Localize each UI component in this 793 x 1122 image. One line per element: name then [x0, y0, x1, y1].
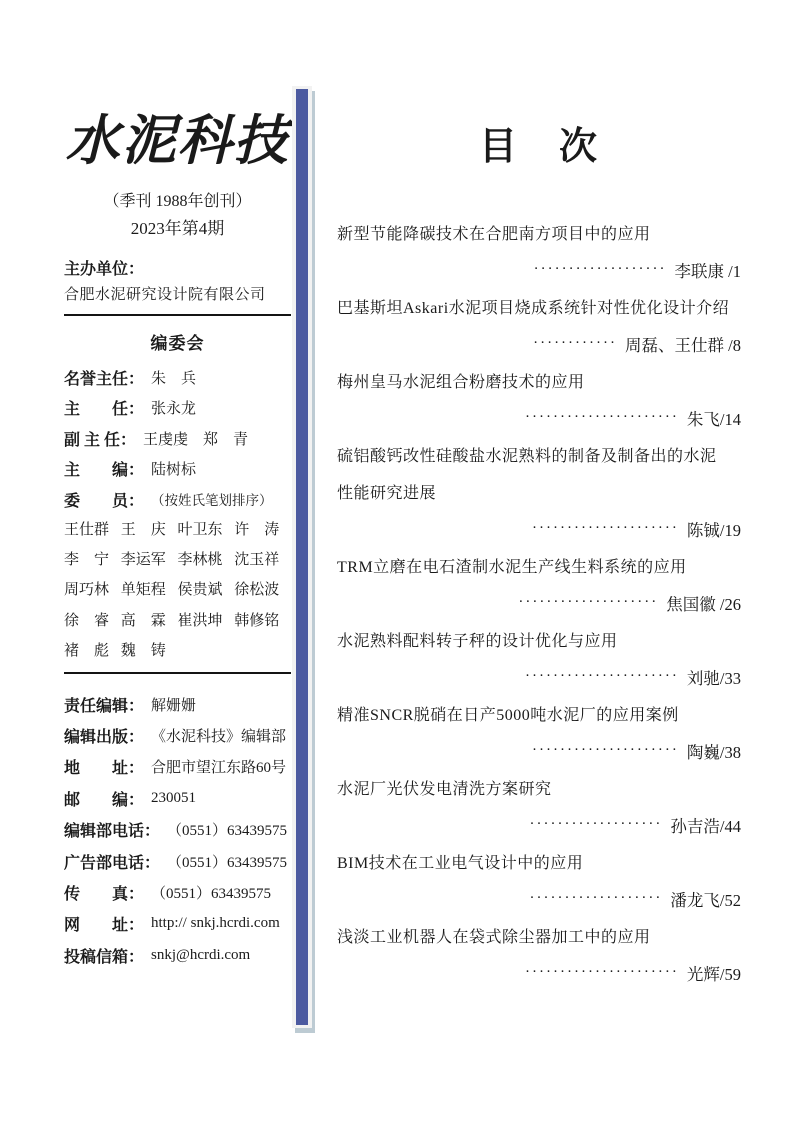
publication-info — [64, 688, 291, 971]
dot-leader: ······················ — [525, 964, 679, 980]
toc-entry-byline — [337, 584, 741, 621]
dot-leader: ······················ — [525, 409, 679, 425]
dot-leader: ··················· — [533, 261, 667, 277]
info-value: 《水泥科技》编辑部 — [151, 729, 287, 746]
author-page: 周磊、王仕群 /8 — [625, 335, 741, 355]
publication-info-row — [64, 751, 291, 782]
committee-members — [64, 515, 291, 667]
board-role-row — [64, 423, 291, 454]
author-page: 光辉/59 — [686, 964, 741, 984]
info-label: 广告部电话： — [64, 854, 161, 872]
author-page: 潘龙飞/52 — [670, 890, 741, 910]
role-label: 主 任： — [64, 401, 145, 419]
toc-entry — [337, 547, 741, 621]
role-value: 王虔虔 郑 青 — [143, 431, 249, 448]
accent-bar — [292, 86, 312, 1028]
toc-panel — [337, 120, 741, 991]
toc-entry-byline — [337, 399, 741, 436]
author-page: 李联康 /1 — [674, 261, 741, 281]
role-label: 副 主 任： — [64, 431, 137, 449]
info-label: 网 址： — [64, 917, 145, 935]
journal-issue: 2023年第4期 — [130, 219, 225, 238]
member-name: 王 庆 — [120, 521, 166, 538]
organizer-name: 合肥水泥研究设计院有限公司 — [64, 287, 266, 303]
member-name: 徐松波 — [234, 582, 280, 599]
board-role-row — [64, 393, 291, 424]
toc-entry — [337, 214, 741, 288]
divider-line-bottom — [64, 672, 291, 674]
journal-subtitle: （季刊 1988年创刊） — [103, 193, 252, 210]
info-label: 传 真： — [64, 885, 145, 903]
member-name: 崔洪坤 — [177, 612, 223, 629]
role-value: 张永龙 — [151, 401, 197, 418]
info-value: （0551）63439575 — [167, 854, 288, 871]
toc-entry-byline — [337, 732, 741, 769]
author-page: 刘驰/33 — [686, 668, 741, 688]
publication-info-row — [64, 688, 291, 719]
role-label: 委 员： — [64, 492, 145, 510]
toc-entry-title: 硫铝酸钙改性硅酸盐水泥熟料的制备及制备出的水泥 — [337, 448, 717, 465]
toc-heading: 目 次 — [478, 126, 599, 168]
toc-entry-byline — [337, 806, 741, 843]
toc-list — [337, 214, 741, 991]
submission-email: snkj@hcrdi.com — [151, 946, 251, 963]
toc-entry-title: 水泥厂光伏发电清洗方案研究 — [337, 781, 552, 798]
toc-entry — [337, 362, 741, 436]
toc-entry — [337, 621, 741, 695]
member-name: 韩修铭 — [234, 612, 280, 629]
journal-title: 水泥科技 — [65, 111, 290, 171]
member-name: 李林桃 — [177, 551, 223, 568]
role-label: 名誉主任： — [64, 370, 145, 388]
member-name: 许 涛 — [234, 521, 280, 538]
member-name: 李 宁 — [64, 551, 110, 568]
toc-entry — [337, 436, 741, 547]
info-value: 合肥市望江东路60号 — [151, 760, 287, 777]
member-name: 单矩程 — [120, 582, 166, 599]
info-label: 编辑出版： — [64, 729, 145, 747]
board-role-row — [64, 454, 291, 485]
dot-leader: ····················· — [532, 520, 679, 536]
toc-entry-byline — [337, 510, 741, 547]
dot-leader: ····················· — [532, 742, 679, 758]
author-page: 孙吉浩/44 — [670, 816, 741, 836]
info-label: 投稿信箱： — [64, 948, 145, 966]
member-name: 周巧林 — [64, 582, 110, 599]
toc-entry-byline — [337, 658, 741, 695]
role-label: 主 编： — [64, 462, 145, 480]
member-name: 沈玉祥 — [234, 551, 280, 568]
toc-entry-title: 巴基斯坦Askari水泥项目烧成系统针对性优化设计介绍 — [337, 300, 730, 317]
member-name — [234, 636, 291, 666]
member-name: 侯贵斌 — [177, 582, 223, 599]
member-name: 叶卫东 — [177, 521, 223, 538]
info-value: 解姗姗 — [151, 697, 197, 714]
toc-entry-byline — [337, 954, 741, 991]
toc-entry — [337, 917, 741, 991]
member-name: 徐 睿 — [64, 612, 110, 629]
publication-info-row — [64, 877, 291, 908]
author-page: 陶巍/38 — [686, 742, 741, 762]
info-label: 责任编辑： — [64, 697, 145, 715]
accent-bar-fill — [296, 89, 308, 1025]
toc-entry-title: 新型节能降碳技术在合肥南方项目中的应用 — [337, 226, 651, 243]
member-name: 高 霖 — [120, 612, 166, 629]
toc-entry-byline — [337, 880, 741, 917]
dot-leader: ··················· — [529, 890, 663, 906]
publication-info-row — [64, 940, 291, 971]
toc-entry — [337, 769, 741, 843]
toc-entry — [337, 695, 741, 769]
role-value: 陆树标 — [151, 462, 197, 479]
toc-entry-title: 梅州皇马水泥组合粉磨技术的应用 — [337, 374, 585, 391]
editorial-board-roles — [64, 362, 291, 515]
member-name: 褚 彪 — [64, 643, 110, 660]
toc-entry-byline — [337, 325, 741, 362]
publication-info-row — [64, 845, 291, 876]
journal-info-panel — [64, 100, 291, 971]
member-name: 李运军 — [120, 551, 166, 568]
toc-entry — [337, 843, 741, 917]
publication-info-row — [64, 720, 291, 751]
dot-leader: ············ — [533, 335, 618, 351]
toc-entry-title: BIM技术在工业电气设计中的应用 — [337, 855, 584, 872]
toc-entry — [337, 288, 741, 362]
info-label: 编辑部电话： — [64, 823, 161, 841]
divider-line-top — [64, 314, 291, 316]
publication-info-row — [64, 814, 291, 845]
board-role-row — [64, 484, 291, 515]
role-value: （按姓氏笔划排序） — [151, 493, 273, 509]
dot-leader: ······················ — [525, 668, 679, 684]
info-label: 地 址： — [64, 760, 145, 778]
member-name — [178, 636, 235, 666]
toc-entry-title: TRM立磨在电石渣制水泥生产线生料系统的应用 — [337, 559, 687, 576]
toc-entry-title-line2: 性能研究进展 — [337, 485, 437, 502]
dot-leader: ···················· — [518, 594, 659, 610]
editorial-board-heading: 编委会 — [150, 334, 205, 353]
toc-entry-title: 浅淡工业机器人在袋式除尘器加工中的应用 — [337, 929, 651, 946]
member-name: 王仕群 — [64, 521, 110, 538]
toc-entry-title: 水泥熟料配料转子秤的设计优化与应用 — [337, 633, 618, 650]
toc-entry-byline — [337, 251, 741, 288]
member-name: 魏 铸 — [120, 643, 166, 660]
author-page: 陈铖/19 — [686, 520, 741, 540]
publication-info-row — [64, 783, 291, 814]
author-page: 朱飞/14 — [686, 409, 741, 429]
info-value: 230051 — [151, 789, 197, 806]
dot-leader: ··················· — [529, 816, 663, 832]
info-value: （0551）63439575 — [167, 823, 288, 840]
publication-info-row — [64, 908, 291, 939]
website-url: http:// snkj.hcrdi.com — [151, 915, 280, 932]
info-label: 邮 编： — [64, 791, 145, 809]
role-value: 朱 兵 — [151, 370, 197, 387]
author-page: 焦国徽 /26 — [666, 594, 741, 614]
info-value: （0551）63439575 — [151, 885, 272, 902]
board-role-row — [64, 362, 291, 393]
organizer-label: 主办单位： — [64, 261, 145, 278]
toc-entry-title: 精准SNCR脱硝在日产5000吨水泥厂的应用案例 — [337, 707, 679, 724]
